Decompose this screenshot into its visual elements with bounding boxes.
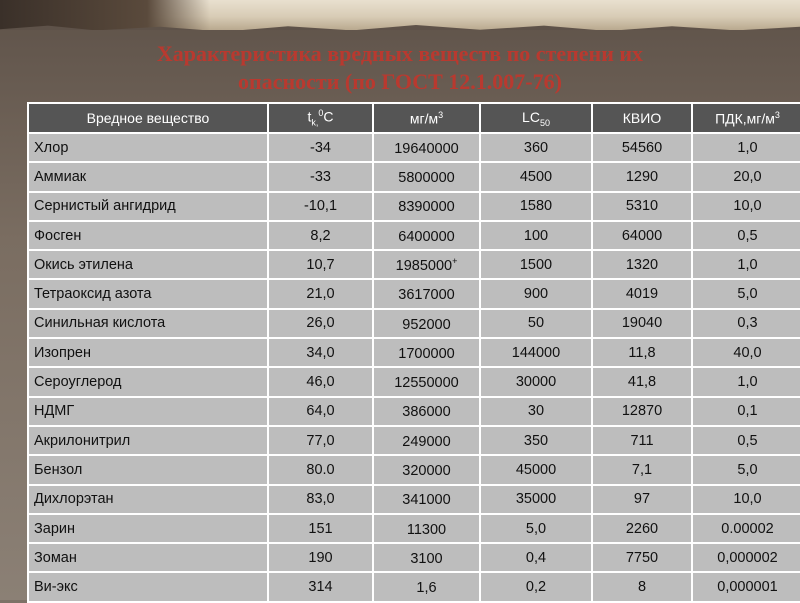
table-row xyxy=(28,426,800,455)
cell-substance-name: Зарин xyxy=(28,514,268,543)
table-row xyxy=(28,279,800,308)
cell-pdk: 10,0 xyxy=(692,485,800,514)
cell-lc50: 0,4 xyxy=(480,543,592,572)
table-row xyxy=(28,485,800,514)
cell-pdk: 0,000001 xyxy=(692,572,800,601)
title-line-2: опасности (по ГОСТ 12.1.007-76) xyxy=(238,69,562,94)
cell-substance-name: Акрилонитрил xyxy=(28,426,268,455)
cell-pdk: 0,1 xyxy=(692,397,800,426)
cell-concentration: 320000 xyxy=(373,455,480,484)
header-substance: Вредное вещество xyxy=(28,103,268,133)
cell-concentration: 952000 xyxy=(373,309,480,338)
table-row xyxy=(28,250,800,279)
title-line-1: Характеристика вредных веществ по степени их xyxy=(156,41,644,66)
cell-boiling-temp: 8,2 xyxy=(268,221,373,250)
cell-kvio: 1290 xyxy=(592,162,692,191)
table-row xyxy=(28,221,800,250)
table-row xyxy=(28,133,800,162)
cell-boiling-temp: 151 xyxy=(268,514,373,543)
cell-concentration: 249000 xyxy=(373,426,480,455)
header-boiling-temp: $t_{k,}^0С$ xyxy=(268,103,373,133)
cell-substance-name: Дихлорэтан xyxy=(28,485,268,514)
cell-substance-name: Хлор xyxy=(28,133,268,162)
cell-substance-name: Изопрен xyxy=(28,338,268,367)
cell-concentration: 386000 xyxy=(373,397,480,426)
cell-boiling-temp: 80.0 xyxy=(268,455,373,484)
cell-lc50: 0,2 xyxy=(480,572,592,601)
cell-kvio: 41,8 xyxy=(592,367,692,396)
cell-boiling-temp: 64,0 xyxy=(268,397,373,426)
cell-kvio: 11,8 xyxy=(592,338,692,367)
cell-concentration: 1,6 xyxy=(373,572,480,601)
cell-pdk: 0,3 xyxy=(692,309,800,338)
cell-substance-name: Сернистый ангидрид xyxy=(28,192,268,221)
cell-kvio: 5310 xyxy=(592,192,692,221)
top-banner-image xyxy=(0,0,800,30)
cell-concentration: 341000 xyxy=(373,485,480,514)
cell-pdk: 1,0 xyxy=(692,133,800,162)
cell-concentration: 3100 xyxy=(373,543,480,572)
cell-pdk: 0,000002 xyxy=(692,543,800,572)
cell-lc50: 360 xyxy=(480,133,592,162)
cell-lc50: 1580 xyxy=(480,192,592,221)
cell-lc50: 30000 xyxy=(480,367,592,396)
cell-boiling-temp: 314 xyxy=(268,572,373,601)
cell-pdk: 1,0 xyxy=(692,250,800,279)
hazard-table xyxy=(27,102,800,603)
cell-boiling-temp: 190 xyxy=(268,543,373,572)
cell-concentration: 3617000 xyxy=(373,279,480,308)
cell-kvio: 64000 xyxy=(592,221,692,250)
cell-kvio: 4019 xyxy=(592,279,692,308)
cell-kvio: 8 xyxy=(592,572,692,601)
header-pdk: $ПДК,мг/м^3$ xyxy=(692,103,800,133)
cell-concentration: 6400000 xyxy=(373,221,480,250)
cell-substance-name: Бензол xyxy=(28,455,268,484)
cell-pdk: 0,5 xyxy=(692,221,800,250)
table-header-row xyxy=(28,103,800,133)
cell-boiling-temp: 26,0 xyxy=(268,309,373,338)
cell-substance-name: Ви-экс xyxy=(28,572,268,601)
slide-title xyxy=(0,40,800,96)
cell-substance-name: Фосген xyxy=(28,221,268,250)
cell-boiling-temp: 10,7 xyxy=(268,250,373,279)
cell-boiling-temp: 83,0 xyxy=(268,485,373,514)
cell-concentration: 11300 xyxy=(373,514,480,543)
cell-concentration: 12550000 xyxy=(373,367,480,396)
cell-substance-name: Аммиак xyxy=(28,162,268,191)
table-row xyxy=(28,572,800,601)
header-concentration: $мг/м^3$ xyxy=(373,103,480,133)
cell-concentration: 1985000+ xyxy=(373,250,480,279)
table-row xyxy=(28,367,800,396)
cell-lc50: 30 xyxy=(480,397,592,426)
cell-concentration: 1700000 xyxy=(373,338,480,367)
cell-kvio: 19040 xyxy=(592,309,692,338)
cell-substance-name: Окись этилена xyxy=(28,250,268,279)
cell-lc50: 100 xyxy=(480,221,592,250)
cell-substance-name: Синильная кислота xyxy=(28,309,268,338)
header-lc50: $LC_{50}$ xyxy=(480,103,592,133)
cell-kvio: 97 xyxy=(592,485,692,514)
cell-lc50: 350 xyxy=(480,426,592,455)
cell-lc50: 144000 xyxy=(480,338,592,367)
cell-kvio: 54560 xyxy=(592,133,692,162)
cell-lc50: 35000 xyxy=(480,485,592,514)
table-row xyxy=(28,338,800,367)
table-row xyxy=(28,455,800,484)
cell-kvio: 2260 xyxy=(592,514,692,543)
table-row xyxy=(28,397,800,426)
cell-boiling-temp: 77,0 xyxy=(268,426,373,455)
header-kvio: КВИО xyxy=(592,103,692,133)
cell-boiling-temp: -10,1 xyxy=(268,192,373,221)
cell-pdk: 1,0 xyxy=(692,367,800,396)
cell-pdk: 5,0 xyxy=(692,455,800,484)
cell-kvio: 7750 xyxy=(592,543,692,572)
table-row xyxy=(28,162,800,191)
cell-pdk: 10,0 xyxy=(692,192,800,221)
cell-pdk: 40,0 xyxy=(692,338,800,367)
table-row xyxy=(28,309,800,338)
cell-boiling-temp: 34,0 xyxy=(268,338,373,367)
table-row xyxy=(28,514,800,543)
cell-concentration: 8390000 xyxy=(373,192,480,221)
cell-lc50: 5,0 xyxy=(480,514,592,543)
banner-dark-area xyxy=(0,0,210,30)
cell-lc50: 1500 xyxy=(480,250,592,279)
cell-kvio: 1320 xyxy=(592,250,692,279)
table-row xyxy=(28,192,800,221)
cell-boiling-temp: -34 xyxy=(268,133,373,162)
cell-substance-name: Сероуглерод xyxy=(28,367,268,396)
cell-substance-name: Зоман xyxy=(28,543,268,572)
cell-concentration: 19640000 xyxy=(373,133,480,162)
cell-lc50: 45000 xyxy=(480,455,592,484)
cell-boiling-temp: 46,0 xyxy=(268,367,373,396)
cell-kvio: 7,1 xyxy=(592,455,692,484)
cell-pdk: 0,5 xyxy=(692,426,800,455)
cell-concentration: 5800000 xyxy=(373,162,480,191)
cell-boiling-temp: 21,0 xyxy=(268,279,373,308)
cell-kvio: 711 xyxy=(592,426,692,455)
cell-pdk: 5,0 xyxy=(692,279,800,308)
cell-kvio: 12870 xyxy=(592,397,692,426)
cell-lc50: 900 xyxy=(480,279,592,308)
cell-pdk: 0.00002 xyxy=(692,514,800,543)
cell-lc50: 4500 xyxy=(480,162,592,191)
cell-boiling-temp: -33 xyxy=(268,162,373,191)
cell-substance-name: Тетраоксид азота xyxy=(28,279,268,308)
table-row xyxy=(28,543,800,572)
cell-pdk: 20,0 xyxy=(692,162,800,191)
cell-substance-name: НДМГ xyxy=(28,397,268,426)
cell-lc50: 50 xyxy=(480,309,592,338)
